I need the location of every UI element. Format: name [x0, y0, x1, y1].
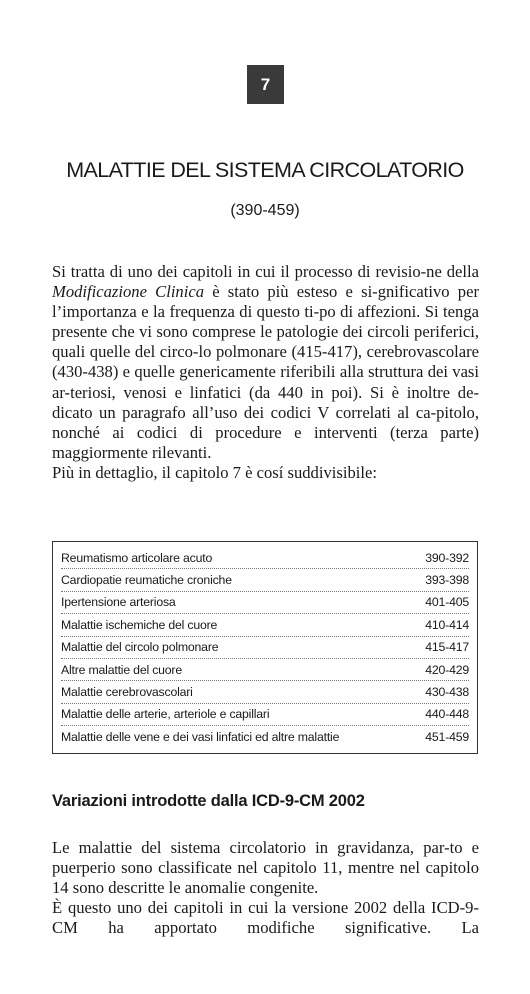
intro-text-part2: è stato più esteso e si-gnificativo per l’importanza e la frequenza di questo ti-po di affezioni. Si tenga presente che vi sono comprese le patologie dei circoli periferici, quali quelle del circo-lo polmonare (415-417), cerebrovascolare (430-438) e quelle genericamente riferibili alla struttura dei vasi ar-teriosi, venosi e linfatici (da 440 in poi). Si è inoltre de-dicato un paragrafo all’uso dei codici V correlati al ca-pitolo, nonché ai codici di procedure e interventi (terza parte) maggiormente rilevanti. — [52, 282, 479, 462]
subdivision-name: Malattie cerebrovascolari — [61, 685, 193, 700]
chapter-title: MALATTIE DEL SISTEMA CIRCOLATORIO — [66, 158, 464, 182]
intro-text-part1: Si tratta di uno dei capitoli in cui il processo di revisio-ne della — [52, 262, 479, 281]
table-row — [61, 569, 469, 591]
variations-text-para1: Le malattie del sistema circolatorio in gravidanza, par-to e puerperio sono classificate nel capitolo 11, mentre nel capitolo 14 sono descritte le anomalie congenite. — [52, 838, 479, 898]
subdivision-name: Cardiopatie reumatiche croniche — [61, 573, 232, 588]
subdivision-name: Malattie ischemiche del cuore — [61, 617, 218, 632]
subdivision-name: Malattie del circolo polmonare — [61, 640, 219, 655]
subdivision-name: Altre malattie del cuore — [61, 662, 182, 677]
table-row — [61, 547, 469, 569]
subdivision-codes: 415-417 — [425, 640, 469, 655]
table-row — [61, 614, 469, 636]
table-row — [61, 592, 469, 614]
subdivision-name: Reumatismo articolare acuto — [61, 550, 213, 565]
table-row — [61, 637, 469, 659]
chapter-code-range: (390-459) — [230, 202, 300, 219]
subdivision-codes: 440-448 — [425, 707, 469, 722]
table-row — [61, 681, 469, 703]
table-row — [61, 704, 469, 726]
intro-text-part3: Più in dettaglio, il capitolo 7 è cosí suddivisibile: — [52, 462, 377, 482]
intro-text-italic: Modificazione Clinica — [52, 282, 205, 302]
subdivision-codes: 420-429 — [425, 662, 469, 677]
subdivision-codes: 451-459 — [425, 730, 469, 745]
variations-paragraph — [52, 838, 479, 938]
chapter-number-badge: 7 — [247, 65, 284, 104]
subdivision-codes: 401-405 — [425, 595, 469, 610]
subdivision-codes: 410-414 — [425, 617, 469, 632]
subdivision-codes: 430-438 — [425, 685, 469, 700]
variations-text-para2: È questo uno dei capitoli in cui la versione 2002 della ICD-9-CM ha apportato modifiche significative. La — [52, 898, 479, 938]
subdivision-name: Malattie delle vene e dei vasi linfatici ed altre malattie — [61, 730, 340, 745]
subdivision-codes: 393-398 — [425, 573, 469, 588]
table-row — [61, 659, 469, 681]
chapter-subdivision-table — [52, 541, 478, 754]
table-row — [61, 726, 469, 748]
subdivision-name: Ipertensione arteriosa — [61, 595, 176, 610]
subdivision-codes: 390-392 — [425, 550, 469, 565]
subdivision-name: Malattie delle arterie, arteriole e capillari — [61, 707, 270, 722]
intro-paragraph — [52, 262, 479, 483]
section-heading: Variazioni introdotte dalla ICD-9-CM 2002 — [52, 792, 365, 810]
